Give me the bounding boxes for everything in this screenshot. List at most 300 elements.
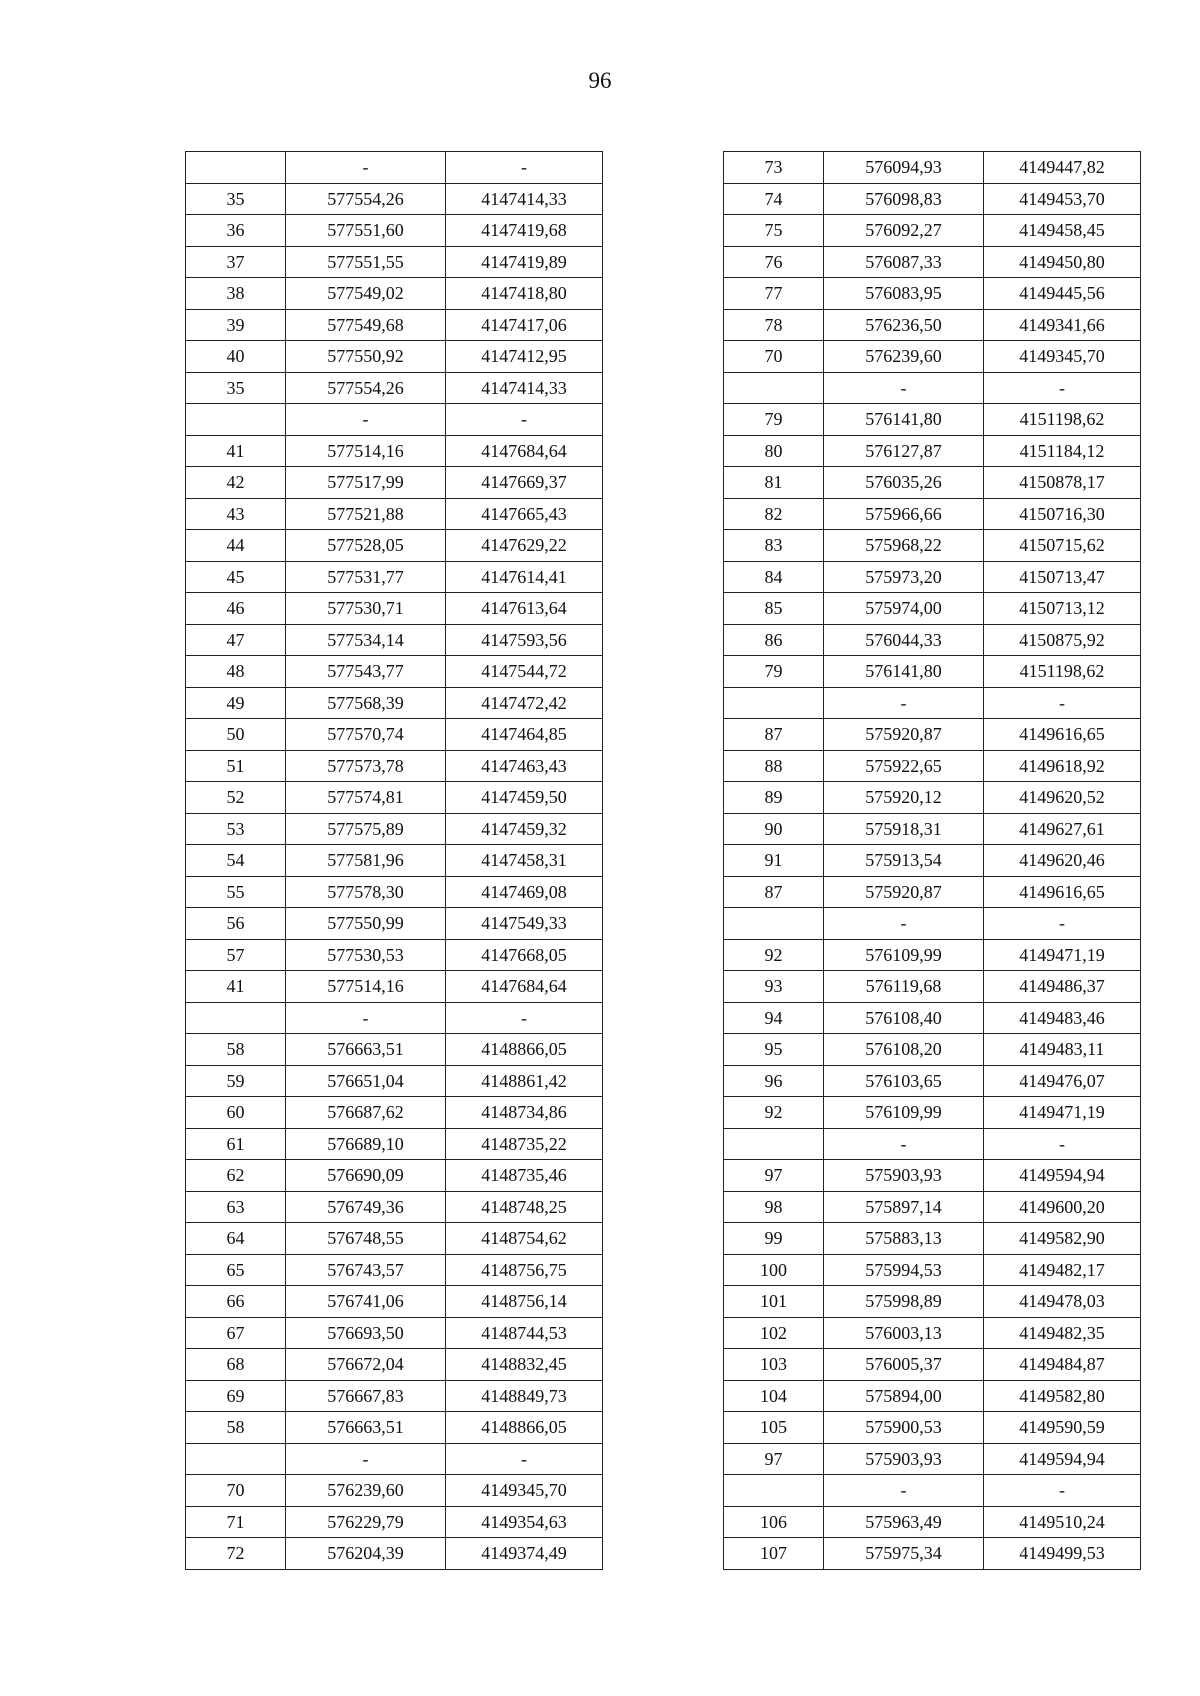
point-number-cell: 58 [186,1412,286,1444]
point-number-cell: 53 [186,813,286,845]
y-coordinate-cell: 4147463,43 [446,750,603,782]
table-row [186,750,603,782]
table-row [724,782,1141,814]
y-coordinate-cell: 4147472,42 [446,687,603,719]
table-row [724,1254,1141,1286]
point-number-cell: 93 [724,971,824,1003]
y-coordinate-cell: 4151198,62 [984,656,1141,688]
point-number-cell: 82 [724,498,824,530]
x-coordinate-cell: 577568,39 [286,687,446,719]
page-number: 96 [588,68,612,93]
x-coordinate-cell: 576748,55 [286,1223,446,1255]
y-coordinate-cell: 4149374,49 [446,1538,603,1570]
table-row [724,1506,1141,1538]
point-number-cell: 86 [724,624,824,656]
point-number-cell: 39 [186,309,286,341]
y-coordinate-cell: 4147459,50 [446,782,603,814]
point-number-cell: 41 [186,971,286,1003]
table-row [186,687,603,719]
y-coordinate-cell: 4150713,47 [984,561,1141,593]
x-coordinate-cell: - [286,1002,446,1034]
y-coordinate-cell: 4147464,85 [446,719,603,751]
table-row [724,687,1141,719]
x-coordinate-cell: - [286,1443,446,1475]
x-coordinate-cell: 575883,13 [824,1223,984,1255]
x-coordinate-cell: 577531,77 [286,561,446,593]
x-coordinate-cell: 577530,53 [286,939,446,971]
table-row [186,1002,603,1034]
point-number-cell: 38 [186,278,286,310]
table-row [186,876,603,908]
x-coordinate-cell: 576689,10 [286,1128,446,1160]
x-coordinate-cell: 576239,60 [824,341,984,373]
x-coordinate-cell: 576108,20 [824,1034,984,1066]
y-coordinate-cell: 4147668,05 [446,939,603,971]
x-coordinate-cell: 577514,16 [286,435,446,467]
x-coordinate-cell: 576239,60 [286,1475,446,1507]
x-coordinate-cell: - [286,404,446,436]
y-coordinate-cell: 4147414,33 [446,372,603,404]
point-number-cell: 87 [724,876,824,908]
x-coordinate-cell: 576109,99 [824,939,984,971]
y-coordinate-cell: 4147665,43 [446,498,603,530]
table-row [724,215,1141,247]
x-coordinate-cell: 577543,77 [286,656,446,688]
x-coordinate-cell: - [824,687,984,719]
table-row [186,1443,603,1475]
point-number-cell [724,908,824,940]
point-number-cell: 83 [724,530,824,562]
x-coordinate-cell: 576749,36 [286,1191,446,1223]
x-coordinate-cell: 576687,62 [286,1097,446,1129]
table-row [186,372,603,404]
y-coordinate-cell: 4148748,25 [446,1191,603,1223]
table-row [724,246,1141,278]
point-number-cell: 103 [724,1349,824,1381]
table-row [186,1349,603,1381]
table-row [724,1380,1141,1412]
table-row [186,1160,603,1192]
table-row [724,1286,1141,1318]
y-coordinate-cell: 4149594,94 [984,1443,1141,1475]
point-number-cell: 96 [724,1065,824,1097]
point-number-cell: 51 [186,750,286,782]
table-row [724,750,1141,782]
x-coordinate-cell: 575913,54 [824,845,984,877]
table-row [724,719,1141,751]
table-row [186,908,603,940]
y-coordinate-cell: 4148754,62 [446,1223,603,1255]
x-coordinate-cell: 577573,78 [286,750,446,782]
y-coordinate-cell: 4147459,32 [446,813,603,845]
x-coordinate-cell: 576087,33 [824,246,984,278]
x-coordinate-cell: 576141,80 [824,404,984,436]
table-row [186,719,603,751]
point-number-cell: 50 [186,719,286,751]
table-row [186,939,603,971]
table-row [724,1128,1141,1160]
table-row [186,593,603,625]
table-row [724,467,1141,499]
table-row [186,813,603,845]
table-row [186,1128,603,1160]
y-coordinate-cell: 4150878,17 [984,467,1141,499]
x-coordinate-cell: 576094,93 [824,152,984,184]
x-coordinate-cell: 576035,26 [824,467,984,499]
x-coordinate-cell: 576044,33 [824,624,984,656]
x-coordinate-cell: - [824,908,984,940]
y-coordinate-cell: 4149484,87 [984,1349,1141,1381]
x-coordinate-cell: 576141,80 [824,656,984,688]
y-coordinate-cell: 4148832,45 [446,1349,603,1381]
y-coordinate-cell: 4150713,12 [984,593,1141,625]
table-row [724,624,1141,656]
point-number-cell: 100 [724,1254,824,1286]
x-coordinate-cell: 576127,87 [824,435,984,467]
point-number-cell: 45 [186,561,286,593]
x-coordinate-cell: 577550,99 [286,908,446,940]
point-number-cell: 106 [724,1506,824,1538]
table-row [724,971,1141,1003]
y-coordinate-cell: 4147414,33 [446,183,603,215]
table-row [186,530,603,562]
point-number-cell: 59 [186,1065,286,1097]
point-number-cell: 77 [724,278,824,310]
point-number-cell: 91 [724,845,824,877]
point-number-cell: 67 [186,1317,286,1349]
table-row [186,1191,603,1223]
x-coordinate-cell: 576103,65 [824,1065,984,1097]
table-row [186,1317,603,1349]
y-coordinate-cell: 4147412,95 [446,341,603,373]
point-number-cell: 71 [186,1506,286,1538]
x-coordinate-cell: 576204,39 [286,1538,446,1570]
table-row [724,1443,1141,1475]
table-row [186,1412,603,1444]
x-coordinate-cell: 576003,13 [824,1317,984,1349]
point-number-cell: 52 [186,782,286,814]
table-row [724,1412,1141,1444]
table-row [186,246,603,278]
point-number-cell: 69 [186,1380,286,1412]
table-row [186,845,603,877]
x-coordinate-cell: 576667,83 [286,1380,446,1412]
point-number-cell: 64 [186,1223,286,1255]
table-row [186,624,603,656]
y-coordinate-cell: 4149582,90 [984,1223,1141,1255]
x-coordinate-cell: 577530,71 [286,593,446,625]
y-coordinate-cell: 4148866,05 [446,1412,603,1444]
table-row [724,372,1141,404]
y-coordinate-cell: 4147544,72 [446,656,603,688]
point-number-cell: 97 [724,1160,824,1192]
table-row [724,561,1141,593]
y-coordinate-cell: 4148734,86 [446,1097,603,1129]
coordinates-table-right [723,151,1141,1570]
table-row [186,498,603,530]
table-row [724,183,1141,215]
y-coordinate-cell: 4149447,82 [984,152,1141,184]
x-coordinate-cell: 576236,50 [824,309,984,341]
y-coordinate-cell: 4148756,75 [446,1254,603,1286]
table-row [186,309,603,341]
y-coordinate-cell: 4148861,42 [446,1065,603,1097]
point-number-cell: 35 [186,372,286,404]
point-number-cell: 89 [724,782,824,814]
y-coordinate-cell: 4147684,64 [446,971,603,1003]
point-number-cell: 40 [186,341,286,373]
table-row [724,404,1141,436]
y-coordinate-cell: 4147684,64 [446,435,603,467]
x-coordinate-cell: 577570,74 [286,719,446,751]
table-row [186,183,603,215]
y-coordinate-cell: 4151184,12 [984,435,1141,467]
table-row [724,908,1141,940]
y-coordinate-cell: 4149620,52 [984,782,1141,814]
point-number-cell [186,152,286,184]
y-coordinate-cell: - [446,404,603,436]
x-coordinate-cell: 575998,89 [824,1286,984,1318]
table-row [724,813,1141,845]
x-coordinate-cell: 575918,31 [824,813,984,845]
x-coordinate-cell: 576083,95 [824,278,984,310]
table-row [724,1160,1141,1192]
table-row [724,876,1141,908]
y-coordinate-cell: 4147419,68 [446,215,603,247]
y-coordinate-cell: 4149616,65 [984,719,1141,751]
y-coordinate-cell: 4149354,63 [446,1506,603,1538]
point-number-cell: 87 [724,719,824,751]
point-number-cell: 56 [186,908,286,940]
y-coordinate-cell: 4149458,45 [984,215,1141,247]
y-coordinate-cell: 4148735,22 [446,1128,603,1160]
x-coordinate-cell: 577550,92 [286,341,446,373]
x-coordinate-cell: 575975,34 [824,1538,984,1570]
point-number-cell [186,1002,286,1034]
y-coordinate-cell: 4149445,56 [984,278,1141,310]
table-row [186,656,603,688]
table-row [724,152,1141,184]
point-number-cell: 70 [724,341,824,373]
x-coordinate-cell: 577551,60 [286,215,446,247]
y-coordinate-cell: 4149482,17 [984,1254,1141,1286]
point-number-cell [186,404,286,436]
point-number-cell: 92 [724,1097,824,1129]
y-coordinate-cell: 4149345,70 [984,341,1141,373]
x-coordinate-cell: 577581,96 [286,845,446,877]
y-coordinate-cell: 4150875,92 [984,624,1141,656]
y-coordinate-cell: 4147418,80 [446,278,603,310]
y-coordinate-cell: 4149341,66 [984,309,1141,341]
x-coordinate-cell: 576663,51 [286,1412,446,1444]
table-row [724,435,1141,467]
x-coordinate-cell: 575903,93 [824,1443,984,1475]
point-number-cell: 75 [724,215,824,247]
y-coordinate-cell: 4151198,62 [984,404,1141,436]
x-coordinate-cell: 575920,87 [824,876,984,908]
point-number-cell: 54 [186,845,286,877]
x-coordinate-cell: 576693,50 [286,1317,446,1349]
point-number-cell [186,1443,286,1475]
point-number-cell: 41 [186,435,286,467]
x-coordinate-cell: 577534,14 [286,624,446,656]
point-number-cell: 94 [724,1002,824,1034]
table-row [724,1097,1141,1129]
table-row [724,341,1141,373]
y-coordinate-cell: 4147629,22 [446,530,603,562]
x-coordinate-cell: 576690,09 [286,1160,446,1192]
x-coordinate-cell: 577554,26 [286,183,446,215]
y-coordinate-cell: 4147417,06 [446,309,603,341]
y-coordinate-cell: 4149471,19 [984,1097,1141,1129]
table-row [186,215,603,247]
table-row [724,1317,1141,1349]
y-coordinate-cell: 4148756,14 [446,1286,603,1318]
point-number-cell: 78 [724,309,824,341]
y-coordinate-cell: 4149471,19 [984,939,1141,971]
table-row [724,1191,1141,1223]
table-row [186,467,603,499]
x-coordinate-cell: 576229,79 [286,1506,446,1538]
point-number-cell [724,1475,824,1507]
point-number-cell: 102 [724,1317,824,1349]
y-coordinate-cell: 4149582,80 [984,1380,1141,1412]
point-number-cell: 104 [724,1380,824,1412]
point-number-cell: 65 [186,1254,286,1286]
table-row [724,278,1141,310]
x-coordinate-cell: 577517,99 [286,467,446,499]
y-coordinate-cell: 4148735,46 [446,1160,603,1192]
y-coordinate-cell: 4147549,33 [446,908,603,940]
point-number-cell: 88 [724,750,824,782]
point-number-cell: 62 [186,1160,286,1192]
x-coordinate-cell: 577554,26 [286,372,446,404]
table-row [724,1475,1141,1507]
x-coordinate-cell: 576109,99 [824,1097,984,1129]
y-coordinate-cell: 4148849,73 [446,1380,603,1412]
x-coordinate-cell: 575897,14 [824,1191,984,1223]
y-coordinate-cell: - [984,372,1141,404]
x-coordinate-cell: 576651,04 [286,1065,446,1097]
table-row [186,1097,603,1129]
x-coordinate-cell: 575903,93 [824,1160,984,1192]
point-number-cell: 61 [186,1128,286,1160]
table-row [186,152,603,184]
y-coordinate-cell: 4149499,53 [984,1538,1141,1570]
x-coordinate-cell: 577574,81 [286,782,446,814]
x-coordinate-cell: 577514,16 [286,971,446,1003]
table-row [724,498,1141,530]
y-coordinate-cell: 4149510,24 [984,1506,1141,1538]
y-coordinate-cell: 4149483,46 [984,1002,1141,1034]
y-coordinate-cell: 4149627,61 [984,813,1141,845]
point-number-cell: 49 [186,687,286,719]
point-number-cell: 37 [186,246,286,278]
y-coordinate-cell: 4149616,65 [984,876,1141,908]
table-row [186,1380,603,1412]
y-coordinate-cell: - [984,687,1141,719]
table-row [724,656,1141,688]
table-row [724,1223,1141,1255]
x-coordinate-cell: 575922,65 [824,750,984,782]
point-number-cell [724,372,824,404]
point-number-cell: 76 [724,246,824,278]
point-number-cell: 66 [186,1286,286,1318]
y-coordinate-cell: 4149590,59 [984,1412,1141,1444]
x-coordinate-cell: 575968,22 [824,530,984,562]
x-coordinate-cell: 576119,68 [824,971,984,1003]
point-number-cell: 44 [186,530,286,562]
x-coordinate-cell: 577521,88 [286,498,446,530]
y-coordinate-cell: 4147469,08 [446,876,603,908]
y-coordinate-cell: 4149483,11 [984,1034,1141,1066]
x-coordinate-cell: 577578,30 [286,876,446,908]
x-coordinate-cell: 576672,04 [286,1349,446,1381]
point-number-cell: 55 [186,876,286,908]
y-coordinate-cell: 4150716,30 [984,498,1141,530]
point-number-cell: 80 [724,435,824,467]
y-coordinate-cell: - [984,908,1141,940]
x-coordinate-cell: - [286,152,446,184]
point-number-cell: 95 [724,1034,824,1066]
x-coordinate-cell: 575994,53 [824,1254,984,1286]
x-coordinate-cell: - [824,372,984,404]
point-number-cell: 42 [186,467,286,499]
table-row [186,971,603,1003]
x-coordinate-cell: 577551,55 [286,246,446,278]
point-number-cell: 101 [724,1286,824,1318]
table-row [724,530,1141,562]
point-number-cell: 43 [186,498,286,530]
point-number-cell: 107 [724,1538,824,1570]
point-number-cell: 70 [186,1475,286,1507]
point-number-cell: 98 [724,1191,824,1223]
y-coordinate-cell: 4149453,70 [984,183,1141,215]
table-row [186,1254,603,1286]
y-coordinate-cell: 4148744,53 [446,1317,603,1349]
point-number-cell: 90 [724,813,824,845]
y-coordinate-cell: 4147593,56 [446,624,603,656]
y-coordinate-cell: 4149486,37 [984,971,1141,1003]
y-coordinate-cell: 4149482,35 [984,1317,1141,1349]
point-number-cell: 72 [186,1538,286,1570]
point-number-cell: 60 [186,1097,286,1129]
point-number-cell: 58 [186,1034,286,1066]
point-number-cell: 105 [724,1412,824,1444]
y-coordinate-cell: 4147458,31 [446,845,603,877]
y-coordinate-cell: 4148866,05 [446,1034,603,1066]
y-coordinate-cell: 4149600,20 [984,1191,1141,1223]
table-row [186,1475,603,1507]
x-coordinate-cell: 575966,66 [824,498,984,530]
point-number-cell: 79 [724,656,824,688]
table-row [186,1034,603,1066]
x-coordinate-cell: 576108,40 [824,1002,984,1034]
point-number-cell: 97 [724,1443,824,1475]
x-coordinate-cell: - [824,1475,984,1507]
y-coordinate-cell: 4149450,80 [984,246,1141,278]
x-coordinate-cell: 575920,87 [824,719,984,751]
x-coordinate-cell: 575973,20 [824,561,984,593]
point-number-cell: 63 [186,1191,286,1223]
point-number-cell: 47 [186,624,286,656]
x-coordinate-cell: 575963,49 [824,1506,984,1538]
table-row [724,593,1141,625]
point-number-cell: 48 [186,656,286,688]
table-row [186,1223,603,1255]
y-coordinate-cell: - [446,1002,603,1034]
point-number-cell [724,1128,824,1160]
